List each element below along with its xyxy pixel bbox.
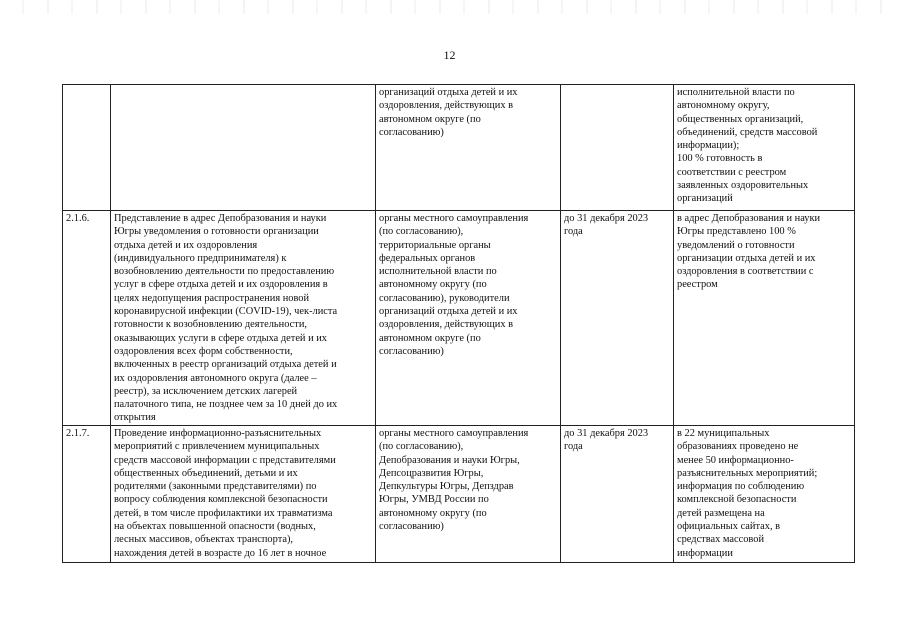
row-number: 2.1.6. [66, 213, 90, 224]
result-line: разъяснительных мероприятий; [677, 467, 818, 479]
result-cell [674, 211, 855, 426]
action-line: мероприятий с привлечением муниципальных [114, 441, 320, 453]
action-line: родителями (законными представителями) по [114, 481, 317, 493]
executors-line: согласованию) [379, 126, 444, 138]
page-number: 12 [443, 48, 456, 62]
row-number: 2.1.7. [66, 428, 90, 439]
table-row [63, 426, 855, 563]
action-line: их оздоровления автономного округа (далее – [114, 372, 317, 384]
executors-line: согласованию) [379, 521, 444, 533]
row-number-cell [63, 211, 111, 426]
action-line: Югры уведомления о готовности организации [114, 226, 319, 238]
result-line: организации отдыха детей и их [677, 252, 816, 264]
executors-cell [376, 211, 561, 426]
result-line: автономному округу, [677, 100, 770, 112]
action-line: включенных в реестр организаций отдыха детей и [114, 359, 337, 371]
executors-line: исполнительной власти по [379, 266, 497, 278]
result-line: средствах массовой [677, 534, 765, 546]
executors-line: территориальные органы [379, 239, 491, 251]
action-line: услуг в сфере отдыха детей и их оздоровления в [114, 279, 328, 291]
scan-edge-noise [0, 0, 899, 14]
action-line: лесных массивов, объектах транспорта), [114, 534, 294, 546]
result-line: комплексной безопасности [677, 494, 797, 506]
executors-line: автономном округе (по [379, 332, 481, 344]
deadline-line: года [564, 441, 583, 453]
row-number-cell [63, 85, 111, 211]
action-line: палаточного типа, не позднее чем за 10 дней до их [114, 399, 338, 411]
action-line: коронавирусной инфекции (COVID-19), чек-листа [114, 306, 338, 318]
deadline-cell [561, 211, 674, 426]
action-cell [111, 85, 376, 211]
result-line: 100 % готовность в [677, 153, 763, 165]
action-line: детей, в том числе профилактики их травматизма [114, 507, 333, 519]
result-line: исполнительной власти по [677, 87, 795, 98]
action-line: отдыха детей и их оздоровления [114, 239, 258, 251]
deadline-cell [561, 85, 674, 211]
result-line: в адрес Депобразования и науки [677, 213, 821, 224]
result-line: информации [677, 547, 733, 559]
executors-line: согласованию), руководители [379, 292, 510, 304]
action-cell [111, 426, 376, 563]
result-line: соответствии с реестром [677, 166, 787, 178]
executors-cell [376, 85, 561, 211]
executors-line: (по согласованию), [379, 226, 464, 238]
result-line: официальных сайтах, в [677, 521, 781, 533]
executors-line: автономному округу (по [379, 507, 487, 519]
action-line: общественных объединений, детьми и их [114, 467, 298, 479]
action-line: целях недопущения распространения новой [114, 292, 310, 304]
result-line: информация по соблюдению [677, 481, 805, 493]
executors-line: автономному округу (по [379, 279, 487, 291]
result-line: оздоровления в соответствии с [677, 266, 814, 278]
executors-line: оздоровления, действующих в [379, 100, 514, 112]
action-line: реестр), за исключением детских лагерей [114, 385, 298, 397]
action-line: средств массовой информации с представителями [114, 454, 336, 466]
result-cell [674, 85, 855, 211]
result-line: менее 50 информационно- [677, 454, 794, 466]
executors-line: органы местного самоуправления [379, 213, 529, 224]
action-line: Представление в адрес Депобразования и науки [114, 213, 327, 224]
table-row [63, 211, 855, 426]
executors-line: органы местного самоуправления [379, 428, 529, 439]
deadline-cell [561, 426, 674, 563]
executors-line: автономном округе (по [379, 113, 481, 125]
result-line: детей размещена на [677, 507, 765, 519]
action-line: возобновлению деятельности по предоставлению [114, 266, 335, 278]
action-line: готовности к возобновлению деятельности, [114, 319, 307, 331]
action-line: Проведение информационно-разъяснительных [114, 428, 322, 439]
action-line: (индивидуального предпринимателя) к [114, 252, 287, 264]
action-cell [111, 211, 376, 426]
plan-table [62, 84, 855, 563]
action-line: оздоровления всех форм собственности, [114, 345, 293, 357]
action-line: открытия [114, 412, 156, 424]
result-cell [674, 426, 855, 563]
executors-line: согласованию) [379, 345, 444, 357]
action-line: нахождения детей в возрасте до 16 лет в ночное [114, 547, 327, 559]
row-number-cell [63, 426, 111, 563]
result-line: уведомлений о готовности [677, 239, 795, 251]
executors-line: оздоровления, действующих в [379, 319, 514, 331]
result-line: объединений, средств массовой [677, 126, 818, 138]
deadline-line: года [564, 226, 583, 238]
result-line: заявленных оздоровительных [677, 180, 809, 192]
action-line: оказывающих услуги в сфере отдыха детей и их [114, 332, 328, 344]
result-line: информации); [677, 140, 740, 152]
executors-line: Депсоцразвития Югры, [379, 467, 484, 479]
result-line: Югры представлено 100 % [677, 226, 796, 238]
table-row [63, 85, 855, 211]
result-line: организаций [677, 193, 733, 205]
deadline-line: до 31 декабря 2023 [564, 428, 649, 439]
action-line: на объектах повышенной опасности (водных, [114, 521, 316, 533]
executors-line: Депобразования и науки Югры, [379, 454, 520, 466]
executors-cell [376, 426, 561, 563]
executors-line: Югры, УМВД России по [379, 494, 489, 506]
result-line: образованиях проведено не [677, 441, 799, 453]
result-line: реестром [677, 279, 718, 291]
executors-line: организаций отдыха детей и их [379, 87, 518, 98]
executors-line: Депкультуры Югры, Депздрав [379, 481, 514, 493]
result-line: в 22 муниципальных [677, 428, 770, 439]
deadline-line: до 31 декабря 2023 [564, 213, 649, 224]
action-line: вопросу соблюдения комплексной безопасности [114, 494, 328, 506]
result-line: общественных организаций, [677, 113, 804, 125]
executors-line: (по согласованию), [379, 441, 464, 453]
executors-line: организаций отдыха детей и их [379, 306, 518, 318]
executors-line: федеральных органов [379, 252, 476, 264]
